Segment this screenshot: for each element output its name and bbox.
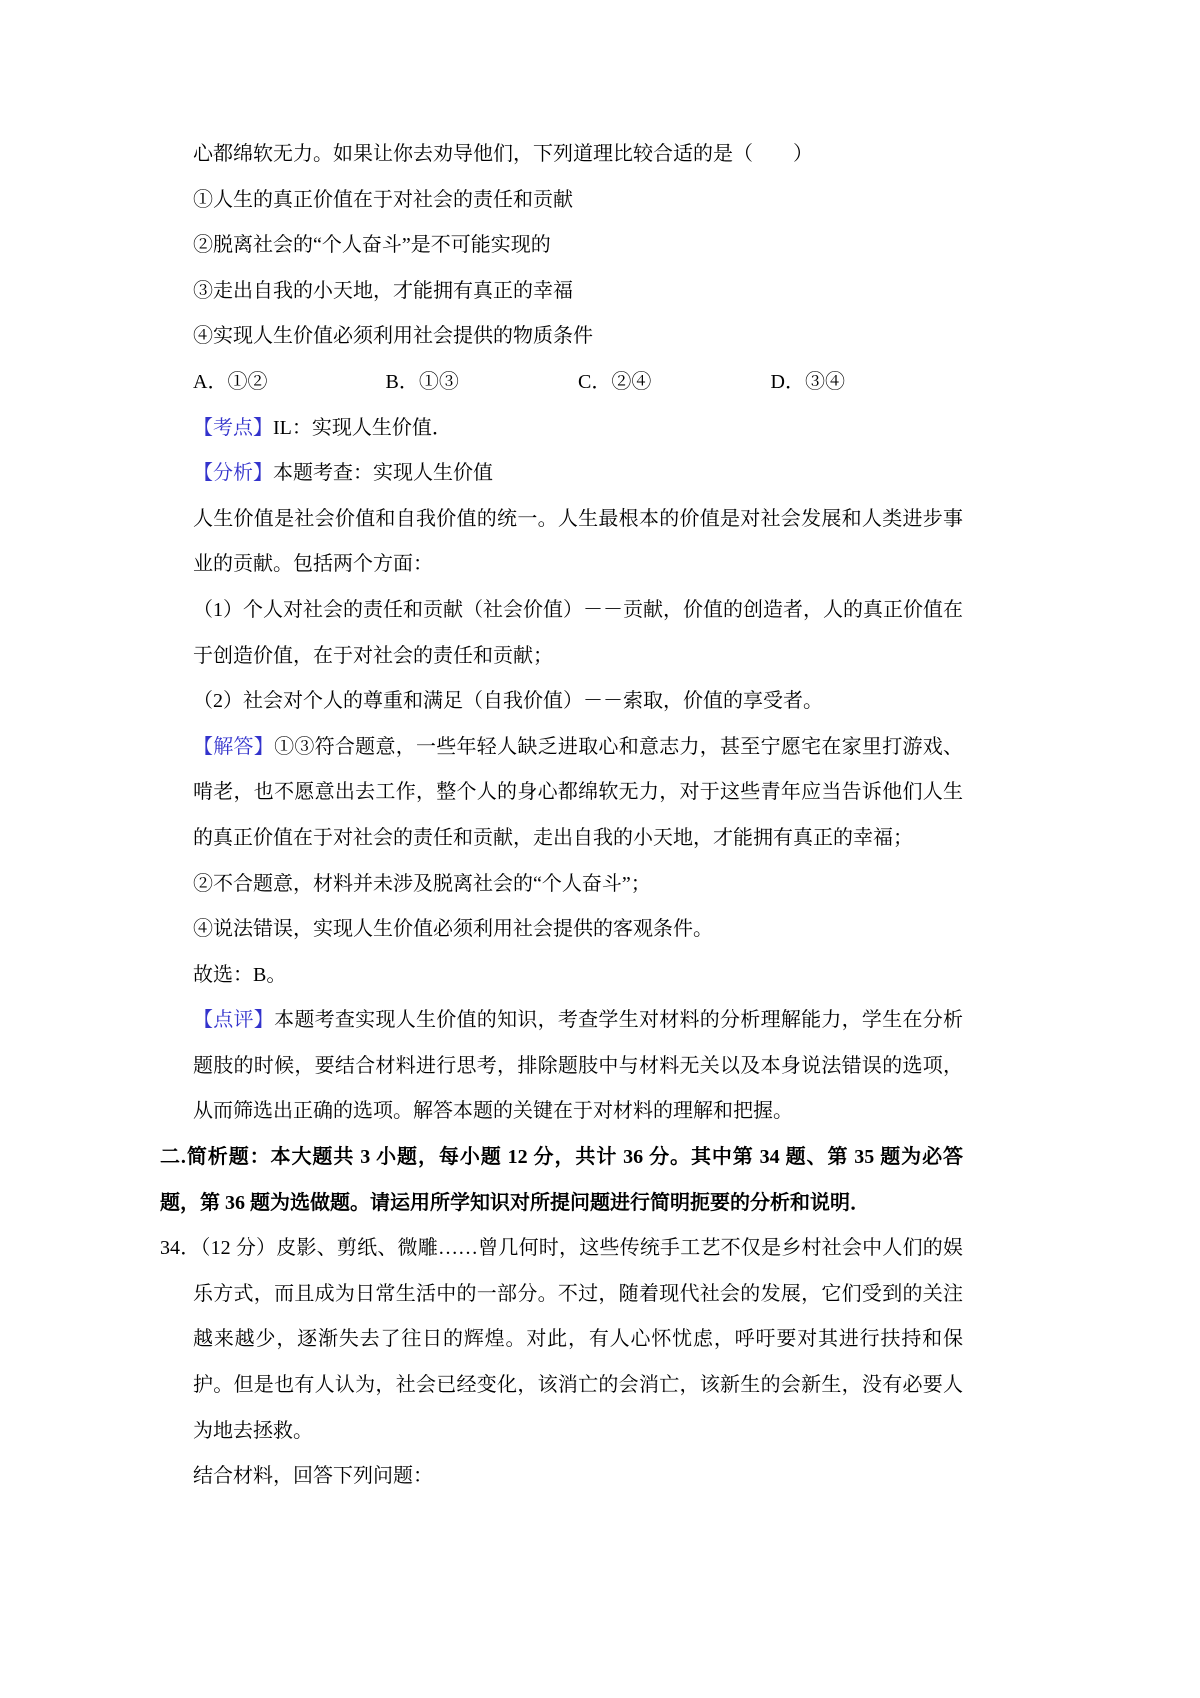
question-stem: 心都绵软无力。如果让你去劝导他们，下列道理比较合适的是（ ） [193, 143, 813, 165]
option-item-2: ②脱离社会的“个人奋斗”是不可能实现的 [193, 234, 551, 257]
answer-line: 故选：B。 [193, 963, 287, 986]
jieda-tag: 【解答】 [193, 735, 275, 758]
question-34-prompt: 结合材料，回答下列问题： [193, 1465, 433, 1488]
fenxi-text: 本题考查：实现人生价值 [273, 462, 493, 485]
analysis-intro: 人生价值是社会价值和自我价值的统一。人生最根本的价值是对社会发展和人类进步事业的贡献。包括两个方面： [193, 507, 963, 576]
question-34: 34．（12 分）皮影、剪纸、微雕……曾几何时，这些传统手工艺不仅是乡村社会中人们的娱乐方式，而且成为日常生活中的一部分。不过，随着现代社会的发展，它们受到的关注越来越少，逐渐失去了往日的辉煌。对此，有人心怀忧虑，呼吁要对其进行扶持和保护。但是也有人认为，社会已经变化，该消亡的会消亡，该新生的会新生，没有必要人为地去拯救。 [160, 1237, 963, 1442]
section-2-header: 二.简析题：本大题共 3 小题，每小题 12 分，共计 36 分。其中第 34 题、第 35 题为必答题，第 36 题为选做题。请运用所学知识对所提问题进行简明扼要的分析和说明． [160, 1146, 963, 1214]
option-item-3: ③走出自我的小天地，才能拥有真正的幸福 [193, 279, 573, 302]
choice-d: D．③④ [770, 370, 845, 393]
jieda-text: ①③符合题意，一些年轻人缺乏进取心和意志力，甚至宁愿宅在家里打游戏、啃老，也不愿意出去工作，整个人的身心都绵软无力，对于这些青年应当告诉他们人生的真正价值在于对社会的责任和贡献，走出自我的小天地，才能拥有真正的幸福； [193, 735, 964, 849]
kaodian-tag: 【考点】 [193, 416, 273, 439]
answer-choices-row [193, 360, 963, 406]
option-item-4: ④实现人生价值必须利用社会提供的物质条件 [193, 325, 593, 348]
analysis-point-2: （2）社会对个人的尊重和满足（自我价值）－－索取，价值的享受者。 [193, 690, 823, 713]
dianping-paragraph [193, 998, 963, 1135]
fenxi-paragraph [193, 451, 963, 497]
option-item-1: ①人生的真正价值在于对社会的责任和贡献 [193, 188, 573, 211]
analysis-point-1: （1）个人对社会的责任和贡献（社会价值）－－贡献，价值的创造者，人的真正价值在于创造价值，在于对社会的责任和贡献； [193, 598, 963, 667]
jieda-point-4: ④说法错误，实现人生价值必须利用社会提供的客观条件。 [193, 918, 713, 941]
choice-c: C．②④ [578, 370, 652, 393]
kaodian-text: IL：实现人生价值． [273, 416, 452, 439]
kaodian-paragraph [193, 406, 963, 452]
dianping-text: 本题考查实现人生价值的知识，考查学生对材料的分析理解能力，学生在分析题肢的时候，要结合材料进行思考，排除题肢中与材料无关以及本身说法错误的选项，从而筛选出正确的选项。解答本题的关键在于对材料的理解和把握。 [193, 1009, 964, 1123]
choice-b: B．①③ [385, 370, 459, 393]
fenxi-tag: 【分析】 [193, 462, 273, 485]
dianping-tag: 【点评】 [193, 1009, 275, 1032]
jieda-paragraph [193, 725, 963, 862]
choice-a: A．①② [193, 370, 268, 393]
jieda-point-2: ②不合题意，材料并未涉及脱离社会的“个人奋斗”； [193, 872, 651, 895]
